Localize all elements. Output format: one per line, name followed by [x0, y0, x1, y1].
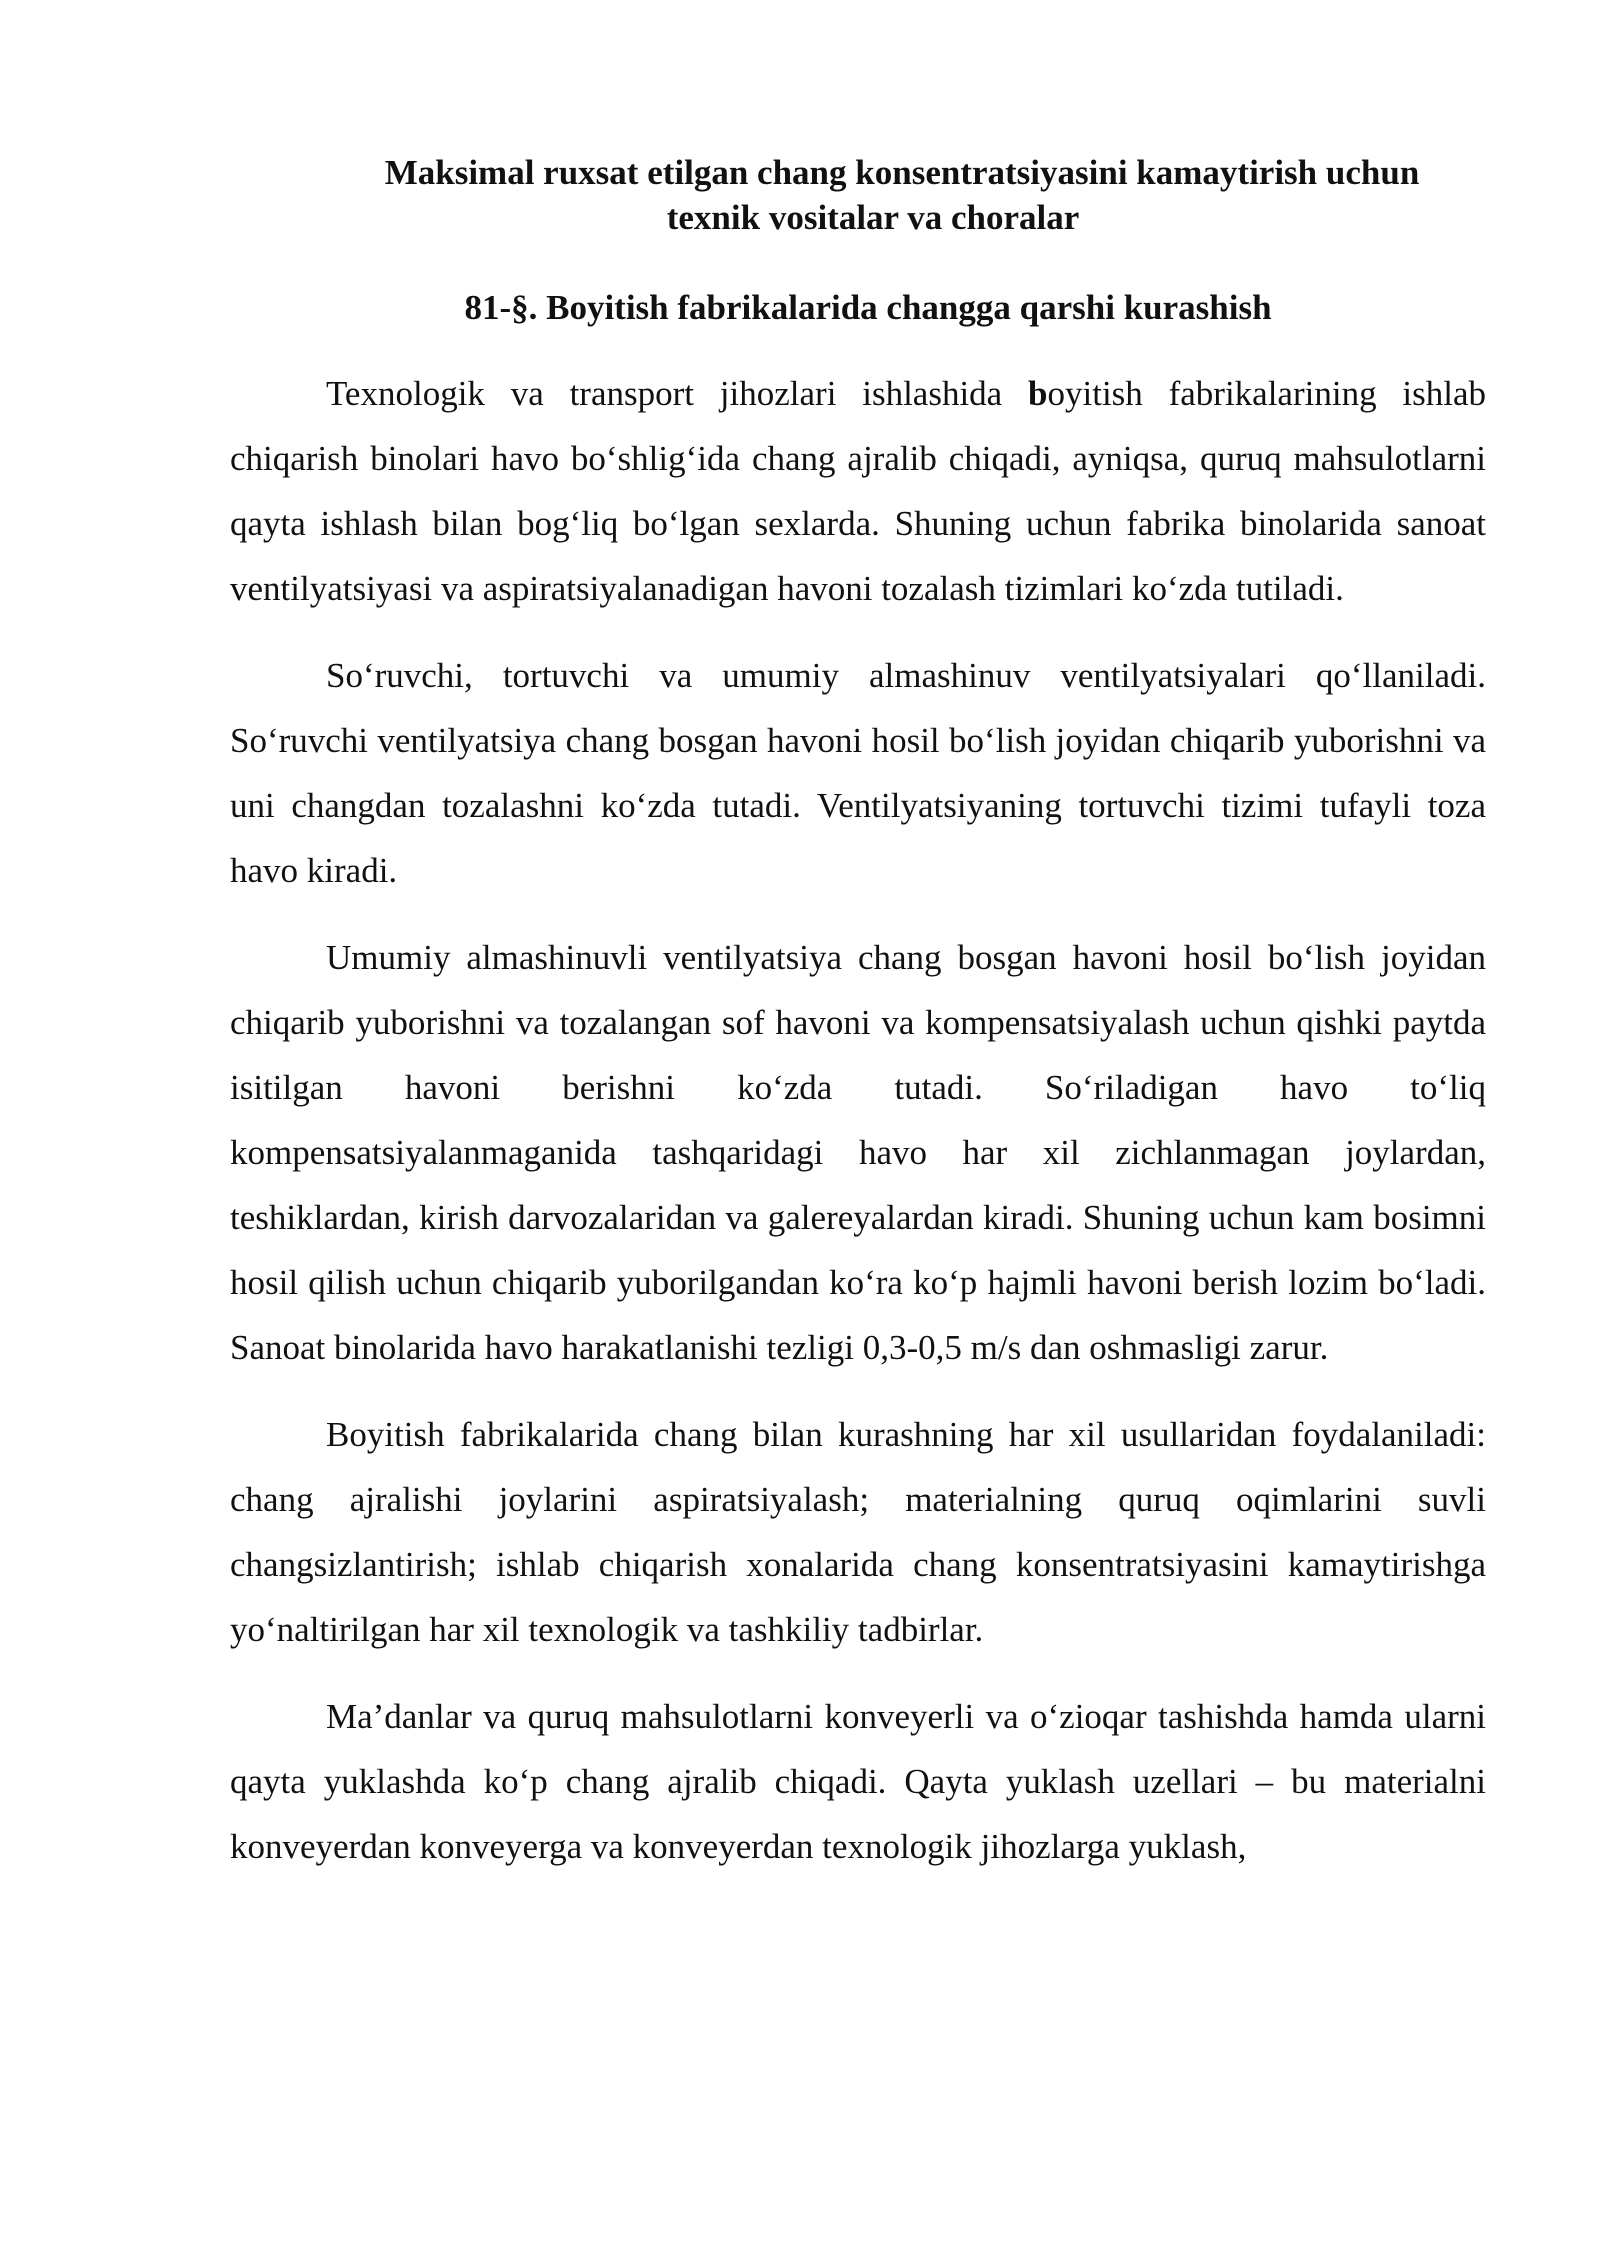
paragraph-5: Ma’danlar va quruq mahsulotlarni konveyerli va o‘zioqar tashishda hamda ularni qayta yuklashda ko‘p chang ajralib chiqadi. Qayta yuklash uzellari – bu materialni konveyerdan konveyerga va konveyerdan texnologik jihozlarga yuklash,: [230, 1697, 1486, 1866]
paragraph-2: So‘ruvchi, tortuvchi va umumiy almashinuv ventilyatsiyalari qo‘llaniladi. So‘ruvchi ventilyatsiya chang bosgan havoni hosil bo‘lish joyidan chiqarib yuborishni va uni changdan tozalashni ko‘zda tutadi. Ventilyatsiyaning tortuvchi tizimi tufayli toza havo kiradi.: [230, 656, 1486, 890]
document-page: [230, 0, 1486, 2262]
paragraph-4: Boyitish fabrikalarida chang bilan kurashning har xil usullaridan foydalaniladi: chang ajralishi joylarini aspiratsiyalash; materialning quruq oqimlarini suvli changsizlantirish; ishlab chiqarish xonalarida chang konsentratsiyasini kamaytirishga yo‘naltirilgan har xil texnologik va tashkiliy tadbirlar.: [230, 1415, 1486, 1649]
document-title: [230, 150, 1486, 240]
title-line-2: texnik vositalar va choralar: [666, 198, 1080, 237]
section-title: 81-§. Boyitish fabrikalarida changga qarshi kurashish: [464, 288, 1272, 327]
paragraph-1: [230, 361, 1486, 621]
paragraph-1-lead: Texnologik va transport jihozlari ishlashida: [326, 374, 1029, 413]
paragraph-1-bold-letter: b: [1028, 374, 1048, 413]
body-text: [230, 361, 1486, 1901]
title-line-1: Maksimal ruxsat etilgan chang konsentratsiyasini kamaytirish uchun: [384, 153, 1420, 192]
paragraph-3: Umumiy almashinuvli ventilyatsiya chang bosgan havoni hosil bo‘lish joyidan chiqarib yuborishni va tozalangan sof havoni va kompensatsiyalash uchun qishki paytda isitilgan havoni berishni ko‘zda tutadi. So‘riladigan havo to‘liq kompensatsiyalanmaganida tashqaridagi havo har xil zichlanmagan joylardan, teshiklardan, kirish darvozalaridan va galereyalardan kiradi. Shuning uchun kam bosimni hosil qilish uchun chiqarib yuborilgandan ko‘ra ko‘p hajmli havoni berish lozim bo‘ladi. Sanoat binolarida havo harakatlanishi tezligi 0,3-0,5 m/s dan oshmasligi zarur.: [230, 938, 1486, 1367]
paragraph-1-rest: oyitish fabrikalarining ishlab chiqarish binolari havo bo‘shlig‘ida chang ajralib chiqadi, ayniqsa, quruq mahsulotlarni qayta ishlash bilan bog‘liq bo‘lgan sexlarda. Shuning uchun fabrika binolarida sanoat ventilyatsiyasi va aspiratsiyalanadigan havoni tozalash tizimlari ko‘zda tutiladi.: [230, 374, 1486, 608]
